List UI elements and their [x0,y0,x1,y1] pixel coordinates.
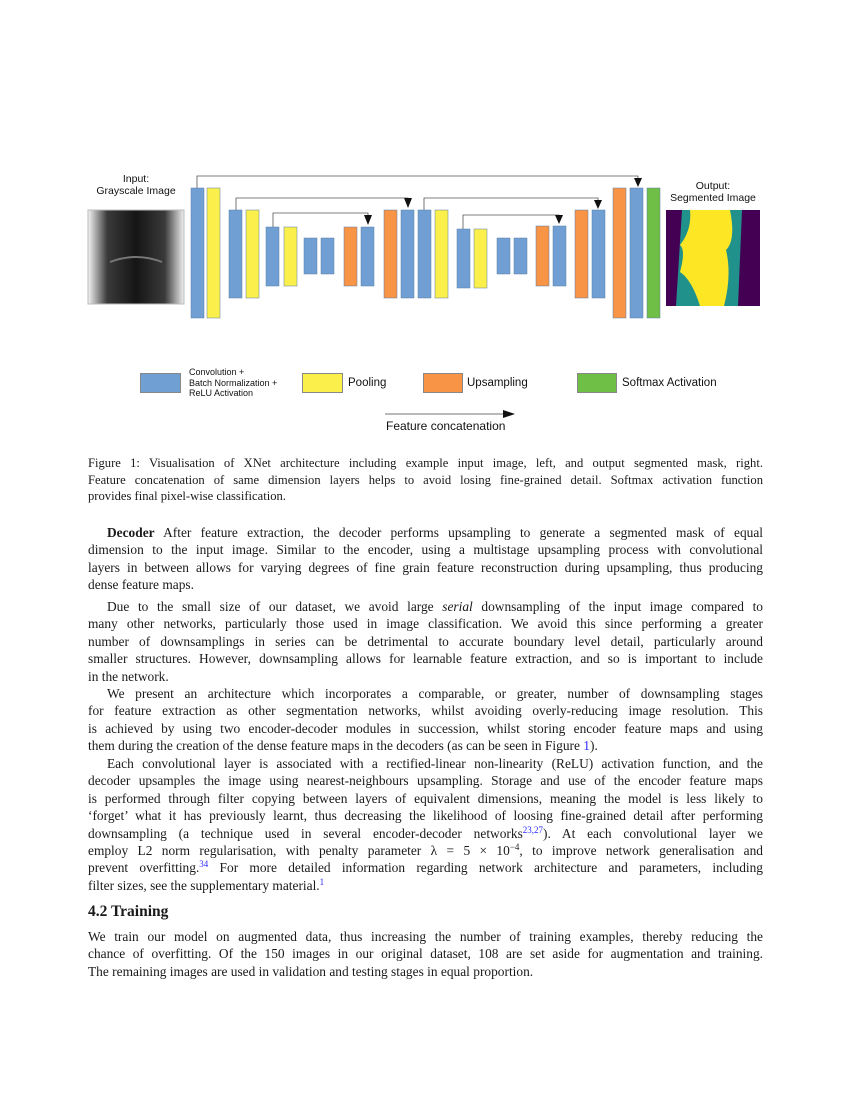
input-xray-image [88,210,184,304]
figure-caption [88,455,763,505]
text: employ L2 norm regularisation, with penalty parameter λ = 5 × 10 [88,842,510,858]
text-line [88,842,763,859]
output-label-line: Segmented Image [670,192,756,204]
legend-label-conv [189,367,277,399]
text-line [88,825,763,842]
text: downsampling (a technique used in several encoder-decoder networks [88,825,523,841]
legend-line: Batch Normalization + [189,377,278,388]
layer-blocks [191,188,660,318]
legend-label-up: Upsampling [467,377,528,389]
text-line: for feature extraction as other segmentation networks, whilst avoiding overly-reducing image resolution. This [88,703,763,719]
exponent: −4 [509,841,520,852]
text-line [88,877,763,894]
layer-block-conv [304,238,317,274]
paragraph-downsampling [88,598,763,685]
layer-block-pool [207,188,220,318]
text: downsampling of the input image compared to [472,599,763,614]
text-line [88,737,763,754]
layer-block-conv [553,226,566,286]
text-line: in the network. [88,668,169,684]
figure-1 [0,0,850,440]
text-line: ‘forget’ what it has previously learnt, thus decreasing the likelihood of loosing fine-grained detail after performing [88,808,763,824]
layer-block-up [384,210,397,298]
paragraph-architecture [88,685,763,755]
layer-block-up [344,227,357,286]
layer-block-conv [592,210,605,298]
text-line: number of downsamplings in series can be detrimental to accurate boundary level detail, particularly around [88,633,763,649]
skip-connections [197,176,638,229]
emphasis: serial [442,599,473,614]
text-line: We present an architecture which incorporates a comparable, or greater, number of downsampling stages [107,686,763,701]
text: prevent overfitting. [88,860,200,876]
text-line [88,524,763,541]
legend-swatch-conv [140,373,181,393]
layer-block-up [536,226,549,286]
concat-arrow-icon [385,409,525,419]
layer-block-pool [474,229,487,288]
legend-swatch-up [423,373,463,393]
text-line: decoder upsamples the image using nearest-neighbours upsampling. Storage and use of the encoder feature maps [88,773,763,789]
caption-line: Figure 1: Visualisation of XNet architecture including example input image, left, and output segmented mask, right. [88,456,763,470]
text-line [88,859,763,876]
output-segmented-image [666,210,760,306]
text-line: Each convolutional layer is associated with a rectified-linear non-linearity (ReLU) activation function, and the [107,756,763,771]
text-line [88,598,763,615]
layer-block-conv [361,227,374,286]
text-line: chance of overfitting. Of the 150 images in our original dataset, 108 are set aside for augmentation and training. [88,946,763,962]
layer-block-softmax [647,188,660,318]
legend-label-concat: Feature concatenation [386,419,506,433]
text-line: layers in between allows for varying degrees of fine grain feature reconstruction during upsampling, thus producing [88,559,763,575]
text-line: smaller structures. However, downsampling allows for learnable feature extraction, and so is important to include [88,651,763,667]
layer-block-conv [191,188,204,318]
paragraph-training [88,928,763,980]
citation-link[interactable]: 34 [199,859,209,870]
text: For more detailed information regarding network architecture and parameters, including [208,860,763,876]
text-line: many other networks, particularly those used in image classification. We avoid this since performing a greater [88,616,763,632]
legend-line: ReLU Activation [189,388,254,398]
text-line: dense feature maps. [88,577,194,593]
text: them during the creation of the dense feature maps in the decoders (as can be seen in Figure [88,738,584,754]
text: filter sizes, see the supplementary material. [88,877,320,893]
layer-block-pool [246,210,259,298]
figure-reference-link[interactable]: 1 [583,738,590,754]
paragraph-convolution [88,755,763,894]
layer-block-conv [401,210,414,298]
section-heading: 4.2 Training [88,903,169,920]
paragraph-run-in-heading: Decoder [107,525,155,540]
layer-block-up [613,188,626,318]
text-line: The remaining images are used in validation and testing stages in equal proportion. [88,963,534,979]
citation-link[interactable]: 23,27 [522,824,544,835]
text: , to improve network generalisation and [519,842,763,858]
layer-block-pool [284,227,297,286]
layer-block-conv [630,188,643,318]
text-line: is performed through filter copying between layers of equivalent dimensions, meaning the model is less likely to [88,790,763,806]
input-label-line: Grayscale Image [96,185,176,197]
legend-line: Convolution + [189,367,245,377]
layer-block-pool [435,210,448,298]
layer-block-conv [497,238,510,274]
legend-label-softmax: Softmax Activation [622,377,717,389]
layer-block-up [575,210,588,298]
caption-line: Feature concatenation of same dimension layers helps to avoid losing fine-grained detail. Softmax activation function [88,472,763,487]
caption-line: provides final pixel-wise classification. [88,489,286,503]
text: Due to the small size of our dataset, we avoid large [107,599,443,614]
layer-block-conv [229,210,242,298]
legend-swatch-pool [302,373,343,393]
layer-block-conv [418,210,431,298]
text-line: dimension to the input image. Similar to the encoder, using a multistage upsampling process with convolutional [88,542,763,558]
text: After feature extraction, the decoder performs upsampling to generate a segmented mask of equal [154,525,763,540]
paragraph-decoder [88,524,763,594]
layer-block-conv [266,227,279,286]
legend-label-pool: Pooling [348,377,387,389]
input-label-line: Input: [122,173,150,185]
legend-swatch-softmax [577,373,617,393]
footnote-link[interactable]: 1 [319,876,325,887]
layer-block-conv [321,238,334,274]
text: ). [589,738,598,754]
text: ). At each convolutional layer we [543,825,763,841]
layer-block-conv [514,238,527,274]
text-line: is achieved by using two encoder-decoder modules in succession, whilst storing encoder feature maps and using [88,720,763,736]
output-label-line: Output: [695,180,731,192]
text-line: We train our model on augmented data, thus increasing the number of training examples, thereby reducing the [88,929,763,944]
layer-block-conv [457,229,470,288]
